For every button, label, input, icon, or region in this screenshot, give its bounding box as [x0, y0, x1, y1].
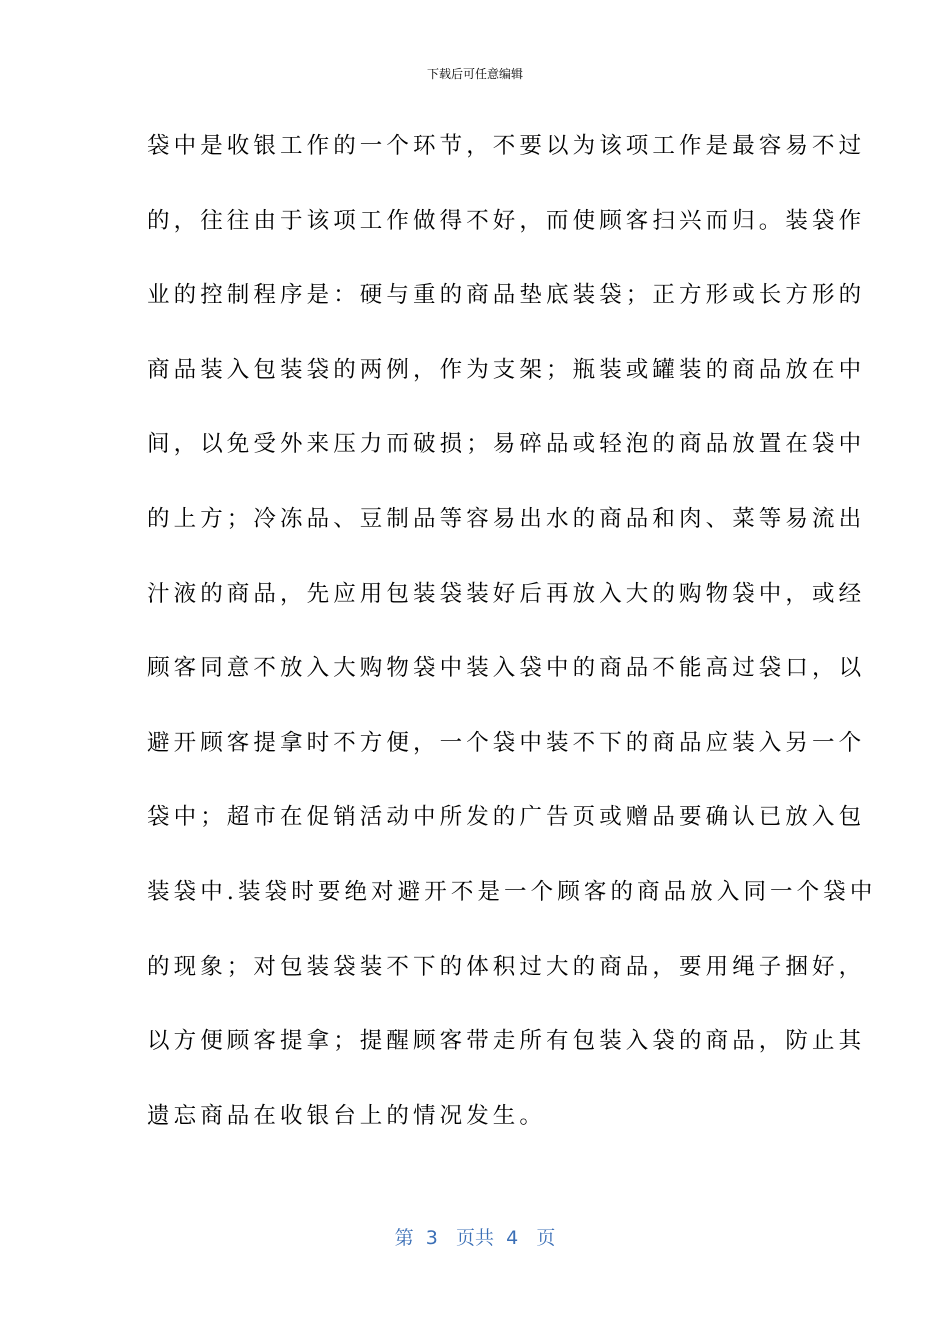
- text-line: 装袋中.装袋时要绝对避开不是一个顾客的商品放入同一个袋中: [147, 878, 877, 905]
- current-page-number: 3: [425, 1227, 438, 1249]
- text-line: 以方便顾客提拿；提醒顾客带走所有包装入袋的商品，防止其: [147, 1028, 866, 1055]
- footer-prefix: 第: [394, 1227, 414, 1249]
- page-header: 下载后可任意编辑: [426, 67, 523, 81]
- text-line: 的，往往由于该项工作做得不好，而使顾客扫兴而归。装袋作: [147, 207, 866, 234]
- footer-suffix: 页: [536, 1227, 556, 1249]
- body-text: [147, 120, 877, 1164]
- page-footer: [0, 1224, 950, 1252]
- text-line: 袋中是收银工作的一个环节，不要以为该项工作是最容易不过: [147, 133, 866, 159]
- text-line: 间，以免受外来压力而破损；易碎品或轻泡的商品放置在袋中: [147, 431, 866, 458]
- text-line: 汁液的商品，先应用包装袋装好后再放入大的购物袋中，或经: [147, 580, 866, 607]
- total-pages-number: 4: [506, 1227, 519, 1249]
- text-line: 避开顾客提拿时不方便，一个袋中装不下的商品应装入另一个: [147, 729, 866, 756]
- text-line: 的上方；冷冻品、豆制品等容易出水的商品和肉、菜等易流出: [147, 505, 866, 532]
- text-line: 袋中；超市在促销活动中所发的广告页或赠品要确认已放入包: [147, 804, 866, 831]
- text-line: 的现象；对包装袋装不下的体积过大的商品，要用绳子捆好，: [147, 953, 866, 980]
- text-line: 商品装入包装袋的两例，作为支架；瓶装或罐装的商品放在中: [147, 356, 866, 383]
- text-line: 顾客同意不放入大购物袋中装入袋中的商品不能高过袋口，以: [147, 655, 866, 682]
- footer-middle: 页共: [455, 1227, 494, 1249]
- text-line: 业的控制程序是：硬与重的商品垫底装袋；正方形或长方形的: [147, 282, 866, 309]
- text-line: 遗忘商品在收银台上的情况发生。: [147, 1102, 547, 1129]
